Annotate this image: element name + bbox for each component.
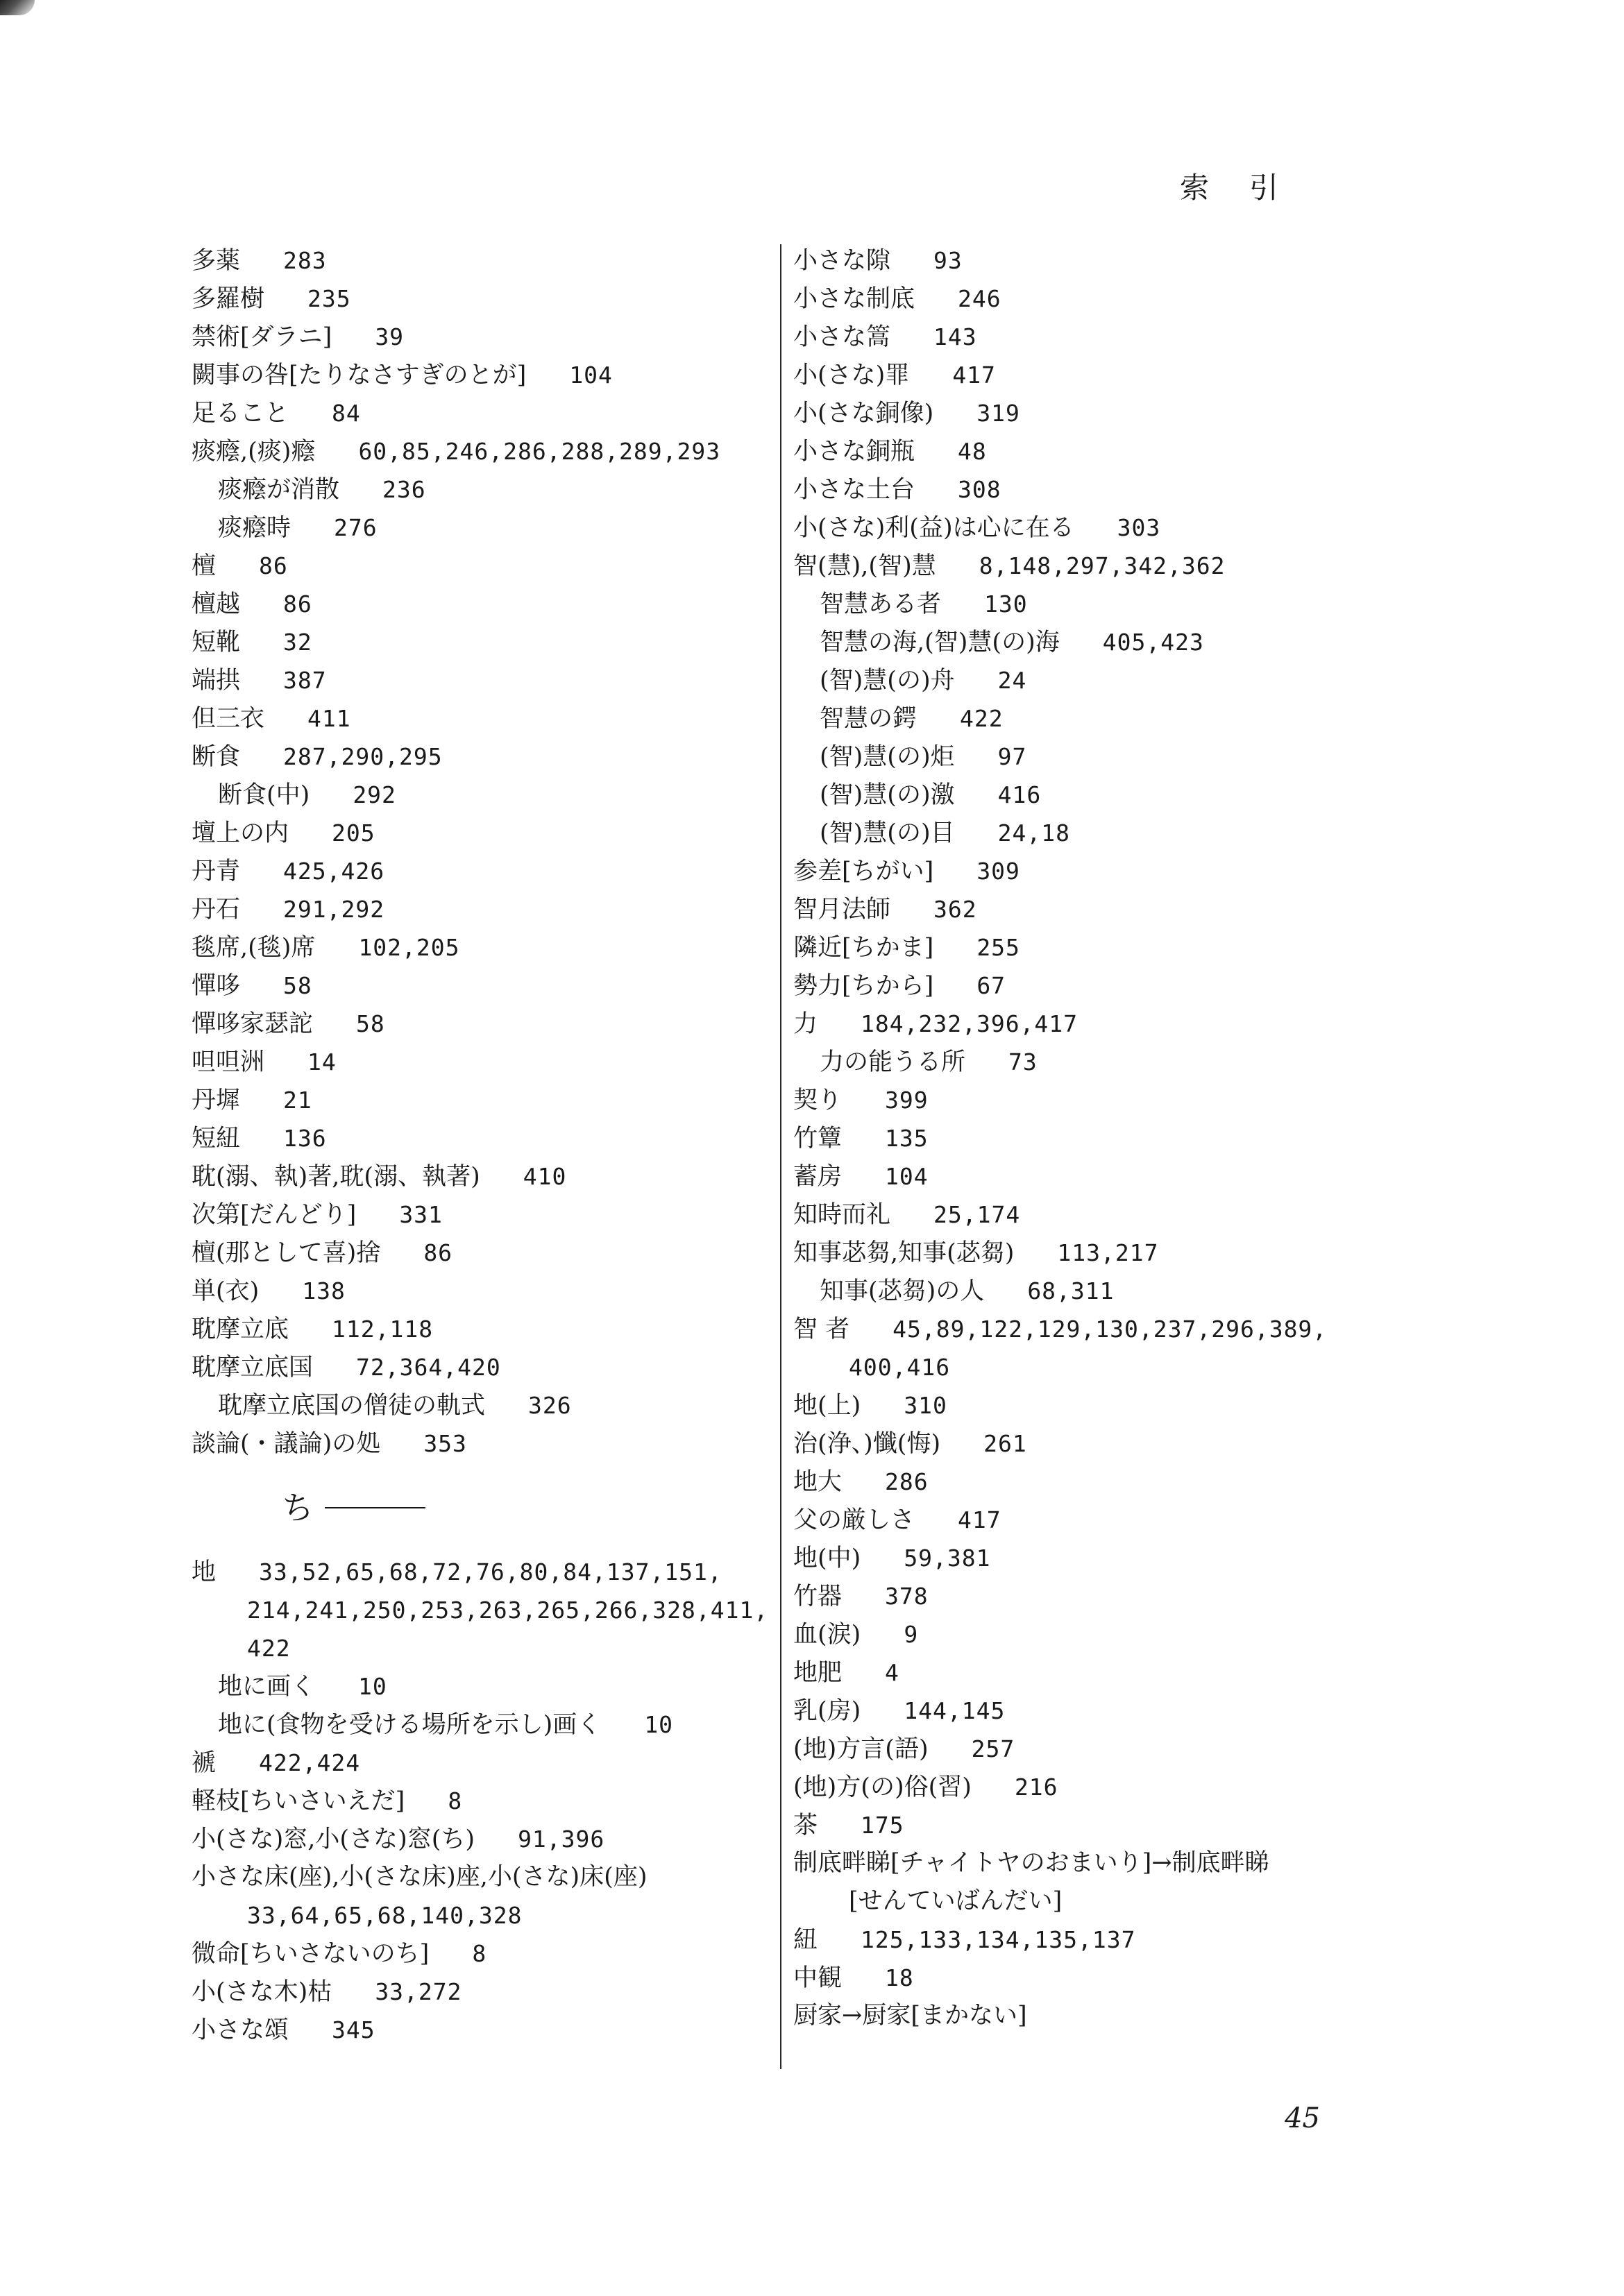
index-pages: 257 [971,1735,1015,1762]
index-entry [793,1272,1383,1310]
index-term: 檀 [192,552,217,580]
index-term: 地大 [793,1468,843,1496]
index-pages: 67 [976,972,1006,999]
index-term: 智慧ある者 [820,590,942,618]
index-term: 痰癊,(痰)癊 [192,438,316,466]
index-term: 智(慧),(智)慧 [793,552,936,580]
index-entry [192,1272,768,1310]
index-term: 契り [793,1087,843,1114]
index-entry [192,967,768,1005]
index-pages: 58 [283,972,312,999]
index-entry [192,394,768,432]
index-pages: 308 [958,476,1001,503]
index-entry [192,1782,768,1820]
index-entry [793,1692,1383,1730]
section-heading [192,1463,768,1553]
index-pages: 112,118 [332,1316,434,1343]
section-heading-letter: ち [282,1489,314,1527]
index-entry [793,967,1383,1005]
index-term: 断食 [192,743,241,771]
index-term: 乳(房) [793,1697,861,1725]
index-entry [192,738,768,776]
index-pages: 58 [356,1010,385,1037]
index-pages: 319 [976,400,1020,427]
index-pages: 102,205 [358,934,460,961]
index-pages: 72,364,420 [356,1354,501,1381]
index-pages: 309 [976,858,1020,885]
index-pages: 246 [958,285,1001,312]
index-entry [192,1157,768,1196]
index-pages: 417 [952,362,996,389]
index-term: 地肥 [793,1659,843,1687]
index-term: 知事(苾芻)の人 [820,1277,985,1305]
index-pages: 205 [332,819,375,847]
index-entry [793,241,1383,280]
index-pages: 25,174 [933,1201,1021,1228]
index-entry [793,509,1383,547]
index-pages: 283 [283,247,327,274]
index-pages: 235 [307,285,351,312]
index-entry [793,1119,1383,1157]
index-term: 小(さな)罪 [793,362,910,389]
index-entry [192,852,768,890]
index-entry [192,1043,768,1081]
index-term: 力 [793,1010,818,1038]
index-term: 檀(那として喜)捨 [192,1239,381,1267]
index-pages: 45,89,122,129,130,237,296,389, [893,1316,1328,1343]
index-term: 耽摩立底国の僧徒の軌式 [218,1392,486,1420]
index-term: 丹墀 [192,1087,241,1114]
index-term: 血(涙) [793,1621,861,1649]
index-pages: 144,145 [904,1697,1006,1724]
index-term: 厨家→厨家[まかない] [793,2002,1027,2030]
index-term: 丹青 [192,858,241,885]
index-entry [793,661,1383,699]
index-term: 檀越 [192,590,241,618]
index-entry [793,814,1383,852]
index-pages: 292 [353,781,396,808]
index-term: 小(さな)窓,小(さな)窓(ち) [192,1826,475,1853]
index-entry [192,280,768,318]
index-term: 禁術[ダラニ] [192,323,332,351]
index-pages: 18 [885,1964,914,1991]
index-term: 智 者 [793,1316,850,1343]
index-term: (智)慧(の)激 [820,781,955,809]
index-term: 小さな頌 [192,2016,289,2044]
section-heading-rule [325,1507,425,1508]
index-term: 知事苾芻,知事(苾芻) [793,1239,1015,1267]
index-term: 小(さな木)枯 [192,1978,332,2006]
index-entry [192,1973,768,2011]
index-pages: 130 [984,590,1028,618]
index-entry [793,1005,1383,1043]
index-pages: 236 [382,476,426,503]
index-entry [793,1921,1383,1959]
index-term: 小さな篙 [793,323,891,351]
index-term: 多薬 [192,247,241,275]
index-pages: 276 [334,514,378,541]
index-term: 力の能うる所 [820,1048,966,1076]
index-term: 地に(食物を受ける場所を示し)画く [218,1711,602,1739]
index-pages: 291,292 [283,896,385,923]
index-pages: 21 [283,1087,312,1114]
index-term: 智慧の鍔 [820,705,917,733]
index-term: 小さな土台 [793,476,915,504]
index-entry [793,1997,1383,2035]
index-term: 毯席,(毯)席 [192,934,316,962]
index-entry [192,1119,768,1157]
index-term: 憚哆家瑟詑 [192,1010,314,1038]
index-term: 丹石 [192,896,241,924]
index-pages: 378 [885,1583,929,1610]
index-term: 地(中) [793,1545,861,1572]
index-entry [192,1081,768,1119]
index-pages: 387 [283,667,327,694]
index-pages: 417 [958,1506,1001,1533]
index-entry [192,890,768,928]
index-entry [192,318,768,356]
index-term: 竹簟 [793,1125,843,1153]
index-pages: 8 [472,1940,487,1967]
index-pages: 425,426 [283,858,385,885]
index-pages: 399 [885,1087,929,1114]
index-entry [793,394,1383,432]
index-pages: 345 [332,2016,375,2043]
index-term: 蓄房 [793,1163,843,1191]
index-pages: 8 [448,1787,463,1814]
index-pages: 9 [904,1621,919,1648]
index-entry [793,1768,1383,1806]
index-entry [192,1744,768,1782]
index-term: 父の厳しさ [793,1506,915,1534]
index-entry [192,1667,768,1706]
index-pages: 91,396 [518,1826,605,1853]
index-pages: 32 [283,629,312,656]
index-term: 小さな隙 [793,247,891,275]
index-term: 談論(・議論)の処 [192,1430,381,1458]
index-entry [793,1425,1383,1463]
index-term: 小(さな)利(益)は心に在る [793,514,1074,542]
index-pages: 4 [885,1659,899,1686]
index-term: 次第[だんどり] [192,1201,357,1229]
index-entry [793,318,1383,356]
index-term: 断食(中) [218,781,310,809]
index-entry [793,1882,1383,1921]
index-pages: 287,290,295 [283,743,443,770]
index-entry [793,1348,1383,1386]
index-term: 足ること [192,400,289,427]
index-pages: 422 [960,705,1004,732]
index-term: 地 [192,1558,217,1586]
index-pages: 113,217 [1057,1239,1159,1266]
index-pages: 39 [375,323,405,350]
index-pages: 60,85,246,286,288,289,293 [358,438,721,465]
index-term: (智)慧(の)目 [820,819,955,847]
index-entry [793,470,1383,509]
index-term: 微命[ちいさないのち] [192,1940,430,1968]
index-term: 痰癊が消散 [218,476,340,504]
index-pages: 405,423 [1102,629,1204,656]
index-term: 茶 [793,1812,818,1839]
index-entry [192,547,768,585]
index-entry [793,1501,1383,1539]
index-pages: 261 [983,1430,1027,1457]
index-term: 治(浄、)懺(悔) [793,1430,941,1458]
index-pages: 73 [1008,1048,1038,1075]
index-entry [192,1934,768,1973]
index-entry [192,1591,768,1629]
index-term: 闕事の咎[たりなさすぎのとが] [192,362,527,389]
index-pages: 24,18 [997,819,1070,847]
scan-smudge [0,0,35,15]
index-entry [192,1386,768,1425]
index-entry [793,280,1383,318]
index-entry [793,1081,1383,1119]
index-term: 地(上) [793,1392,861,1420]
index-entry [793,1539,1383,1577]
index-term: 智慧の海,(智)慧(の)海 [820,629,1060,656]
index-pages: 138 [302,1277,346,1304]
index-entry [793,1386,1383,1425]
index-entry [793,623,1383,661]
index-pages: 33,272 [375,1978,462,2005]
index-pages: 125,133,134,135,137 [861,1926,1136,1953]
index-term: 小さな銅瓶 [793,438,915,466]
index-entry [192,623,768,661]
index-term: 呾呾洲 [192,1048,265,1076]
index-term: 憚哆 [192,972,241,1000]
index-term: (智)慧(の)炬 [820,743,955,771]
index-column-left [192,241,768,2049]
index-term: 但三衣 [192,705,265,733]
index-pages: 10 [358,1673,387,1700]
index-term: 小さな制底 [793,285,915,313]
index-term: 短靴 [192,629,241,656]
index-entry [192,1858,768,1896]
index-term: 紐 [793,1926,818,1954]
index-term: 隣近[ちかま] [793,934,934,962]
index-pages: 326 [528,1392,572,1419]
index-entry [793,432,1383,470]
index-pages: 255 [976,934,1020,961]
index-entry [192,241,768,280]
index-pages: 24 [997,667,1027,694]
index-term: 竹器 [793,1583,843,1610]
index-term: 参差[ちがい] [793,858,934,885]
index-entry [192,1196,768,1234]
index-entry [192,2011,768,2049]
index-pages: 310 [904,1392,947,1419]
index-term: 痰癊時 [218,514,291,542]
index-entry [192,356,768,394]
index-entry [793,1806,1383,1844]
index-term: 地に画く [218,1673,316,1701]
index-entry [793,1959,1383,1997]
index-entry [793,1310,1383,1348]
index-entry [793,1844,1383,1882]
page-header: 索引 [1179,171,1319,205]
index-pages: 33,52,65,68,72,76,80,84,137,151, [259,1558,722,1585]
index-term: 耽(溺、執)著,耽(溺、執著) [192,1163,480,1191]
index-pages: 104 [885,1163,929,1190]
index-term: 中観 [793,1964,843,1992]
index-pages: 10 [644,1711,674,1738]
index-entry [192,776,768,814]
index-pages: 135 [885,1125,929,1152]
index-pages: 86 [423,1239,453,1266]
index-pages: 97 [997,743,1027,770]
index-pages: 410 [523,1163,567,1190]
index-term: 耽摩立底 [192,1316,289,1343]
index-entry [793,1730,1383,1768]
index-term: 勢力[ちから] [793,972,934,1000]
index-pages: 8,148,297,342,362 [979,552,1226,579]
column-divider [780,244,781,2069]
index-entry [793,699,1383,738]
index-term: 単(衣) [192,1277,260,1305]
index-pages: 93 [933,247,963,274]
index-entry [192,585,768,623]
index-pages: 104 [569,362,613,389]
index-entry [793,1463,1383,1501]
index-term: (智)慧(の)舟 [820,667,955,695]
index-entry [793,890,1383,928]
index-pages: 136 [283,1125,327,1152]
index-entry [793,738,1383,776]
index-term: [せんていばんだい] [849,1887,1063,1915]
index-entry [793,1157,1383,1196]
index-pages: 331 [399,1201,443,1228]
index-term: 小さな床(座),小(さな床)座,小(さな)床(座) [192,1863,648,1891]
index-pages: 411 [307,705,351,732]
index-term: 小(さな銅像) [793,400,934,427]
index-pages: 48 [958,438,987,465]
index-pages: 184,232,396,417 [861,1010,1079,1037]
index-term: 耽摩立底国 [192,1354,314,1381]
index-entry [793,1043,1383,1081]
index-entry [192,928,768,967]
index-term: 知時而礼 [793,1201,891,1229]
index-entry [793,356,1383,394]
index-pages: 416 [997,781,1042,808]
index-entry [192,1425,768,1463]
index-pages: 214,241,250,253,263,265,266,328,411, [247,1597,769,1624]
index-entry [793,1234,1383,1272]
index-pages: 33,64,65,68,140,328 [247,1902,523,1929]
index-entry [192,699,768,738]
index-pages: 400,416 [849,1354,951,1381]
index-term: 短紐 [192,1125,241,1153]
index-entry [793,1196,1383,1234]
index-entry [192,1820,768,1858]
index-entry [192,1310,768,1348]
index-entry [192,1629,768,1667]
index-pages: 362 [933,896,977,923]
index-pages: 84 [332,400,361,427]
index-pages: 68,311 [1027,1277,1115,1304]
index-term: 壇上の内 [192,819,289,847]
index-term: 制底畔睇[チャイトヤのおまいり]→制底畔睇 [793,1849,1269,1877]
index-pages: 143 [933,323,977,350]
index-pages: 422,424 [259,1749,361,1776]
index-entry [793,928,1383,967]
index-entry [192,1005,768,1043]
index-pages: 14 [307,1048,337,1075]
index-term: 智月法師 [793,896,891,924]
index-entry [793,1615,1383,1653]
index-pages: 422 [247,1635,291,1662]
index-entry [192,1553,768,1591]
index-entry [793,1653,1383,1692]
index-entry [793,852,1383,890]
index-pages: 216 [1014,1774,1058,1801]
index-entry [192,661,768,699]
index-entry [793,585,1383,623]
index-pages: 353 [423,1430,467,1457]
index-entry [192,509,768,547]
index-term: 多羅樹 [192,285,265,313]
index-entry [192,814,768,852]
index-entry [192,470,768,509]
index-entry [793,1577,1383,1615]
index-entry [192,1896,768,1934]
index-pages: 303 [1117,514,1161,541]
index-pages: 286 [885,1468,929,1495]
index-entry [793,547,1383,585]
index-term: 褫 [192,1749,217,1777]
index-pages: 175 [861,1812,904,1839]
index-pages: 86 [259,552,288,579]
index-entry [192,432,768,470]
page-number: 45 [1285,2102,1320,2134]
index-term: 軽枝[ちいさいえだ] [192,1787,405,1815]
index-entry [192,1706,768,1744]
index-entry [192,1234,768,1272]
index-term: (地)方(の)俗(習) [793,1774,972,1801]
index-pages: 86 [283,590,312,618]
index-term: (地)方言(語) [793,1735,929,1763]
index-column-right [793,241,1383,2035]
index-entry [793,776,1383,814]
index-term: 端拱 [192,667,241,695]
index-pages: 59,381 [904,1545,991,1572]
index-entry [192,1348,768,1386]
